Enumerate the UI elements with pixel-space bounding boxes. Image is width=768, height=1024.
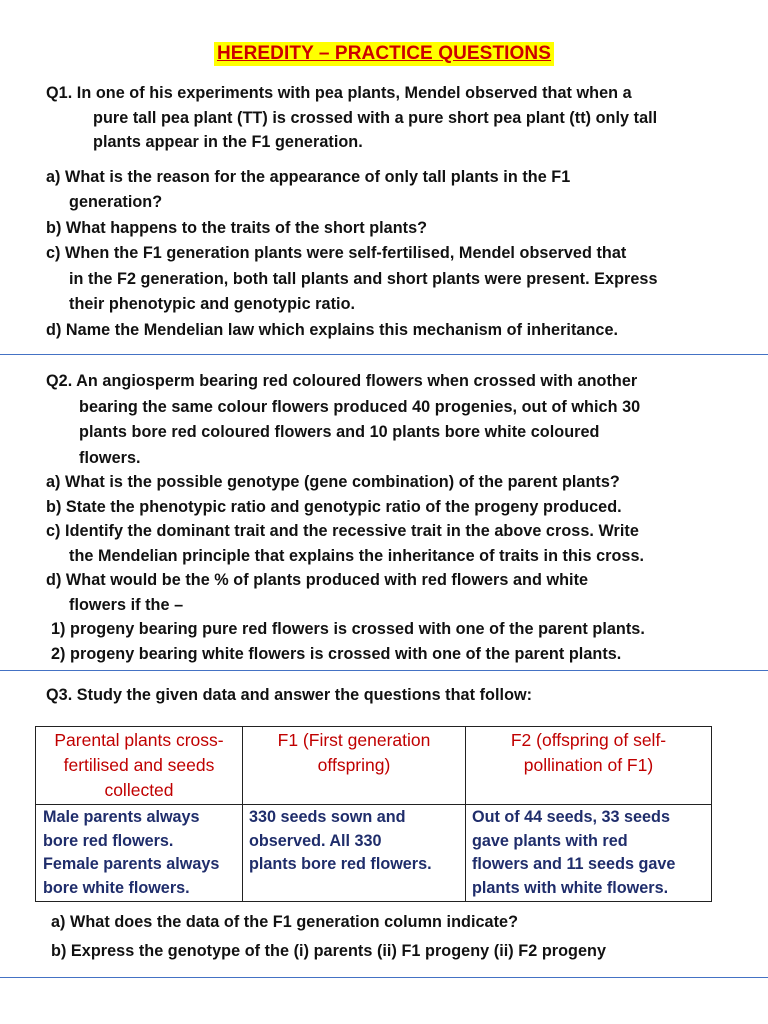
q2-subquestion: b) State the phenotypic ratio and genotypic ratio of the progeny produced. — [46, 497, 622, 516]
header-line: F2 (offspring of self- — [510, 730, 667, 750]
header-line: offspring) — [317, 755, 391, 775]
question-3-subquestions — [0, 910, 768, 963]
table-cell — [36, 805, 243, 902]
q1-line: plants appear in the F1 generation. — [93, 133, 363, 151]
q2-subquestion: a) What is the possible genotype (gene combination) of the parent plants? — [46, 473, 620, 491]
q1-line: Q1. In one of his experiments with pea plants, Mendel observed that when a — [46, 84, 632, 102]
q2-subquestion: c) Identify the dominant trait and the recessive trait in the above cross. Write — [46, 522, 639, 540]
q2-option: 1) progeny bearing pure red flowers is crossed with one of the parent plants. — [51, 620, 645, 638]
cell-line: gave plants with red — [472, 831, 628, 850]
cell-line: Female parents always — [43, 855, 220, 873]
q1-subquestion-cont: their phenotypic and genotypic ratio. — [69, 295, 356, 313]
q1-line: pure tall pea plant (TT) is crossed with a pure short pea plant (tt) only tall — [93, 108, 658, 127]
page-title: HEREDITY – PRACTICE QUESTIONS — [214, 42, 554, 66]
q3-subquestion: a) What does the data of the F1 generation column indicate? — [51, 913, 519, 931]
cell-line: flowers and 11 seeds gave — [472, 855, 676, 873]
question-3-intro — [0, 683, 768, 708]
cell-line: Male parents always — [43, 808, 200, 826]
q2-line: flowers. — [79, 448, 141, 467]
table-cell — [243, 805, 466, 902]
q1-subquestion: c) When the F1 generation plants were self-fertilised, Mendel observed that — [46, 244, 627, 262]
table-row — [36, 805, 712, 902]
cell-line: observed. All 330 — [249, 831, 382, 850]
q2-line: bearing the same colour flowers produced 40 progenies, out of which 30 — [79, 397, 641, 416]
q2-subquestion-cont: the Mendelian principle that explains the inheritance of traits in this cross. — [69, 546, 645, 565]
section-divider — [0, 670, 768, 671]
section-divider — [0, 354, 768, 355]
q1-subquestion-cont: generation? — [69, 193, 163, 211]
q3-subquestion: b) Express the genotype of the (i) parents (ii) F1 progeny (ii) F2 progeny — [51, 941, 607, 960]
cell-line: plants with white flowers. — [472, 878, 669, 897]
header-line: F1 (First generation — [277, 730, 431, 750]
cell-line: Out of 44 seeds, 33 seeds — [472, 808, 670, 826]
table-header-row — [36, 727, 712, 805]
q1-subquestion: d) Name the Mendelian law which explains this mechanism of inheritance. — [46, 320, 619, 339]
q2-subquestion: d) What would be the % of plants produced with red flowers and white — [46, 571, 589, 589]
q2-line: plants bore red coloured flowers and 10 plants bore white coloured — [79, 423, 600, 441]
table-header — [466, 727, 712, 805]
cell-line: bore red flowers. — [43, 831, 174, 850]
cell-line: plants bore red flowers. — [249, 855, 432, 873]
data-table — [35, 726, 712, 902]
header-line: fertilised and seeds — [63, 755, 215, 775]
q3-intro: Q3. Study the given data and answer the questions that follow: — [46, 686, 533, 704]
question-1 — [0, 81, 768, 342]
q2-subquestion-cont: flowers if the – — [69, 595, 184, 614]
q1-subquestion-cont: in the F2 generation, both tall plants and short plants were present. Express — [69, 269, 658, 288]
table-header — [243, 727, 466, 805]
cell-line: 330 seeds sown and — [249, 808, 406, 826]
cell-line: bore white flowers. — [43, 878, 190, 897]
q1-subquestion: b) What happens to the traits of the short plants? — [46, 218, 428, 237]
table-header — [36, 727, 243, 805]
header-line: pollination of F1) — [523, 755, 654, 775]
header-line: Parental plants cross- — [54, 730, 224, 750]
question-2 — [0, 369, 768, 666]
table-cell — [466, 805, 712, 902]
title-container — [0, 42, 768, 66]
q2-option: 2) progeny bearing white flowers is crossed with one of the parent plants. — [51, 644, 622, 663]
header-line: collected — [104, 780, 174, 800]
q1-subquestion: a) What is the reason for the appearance of only tall plants in the F1 — [46, 167, 571, 186]
section-divider — [0, 977, 768, 978]
q2-line: Q2. An angiosperm bearing red coloured flowers when crossed with another — [46, 372, 638, 390]
